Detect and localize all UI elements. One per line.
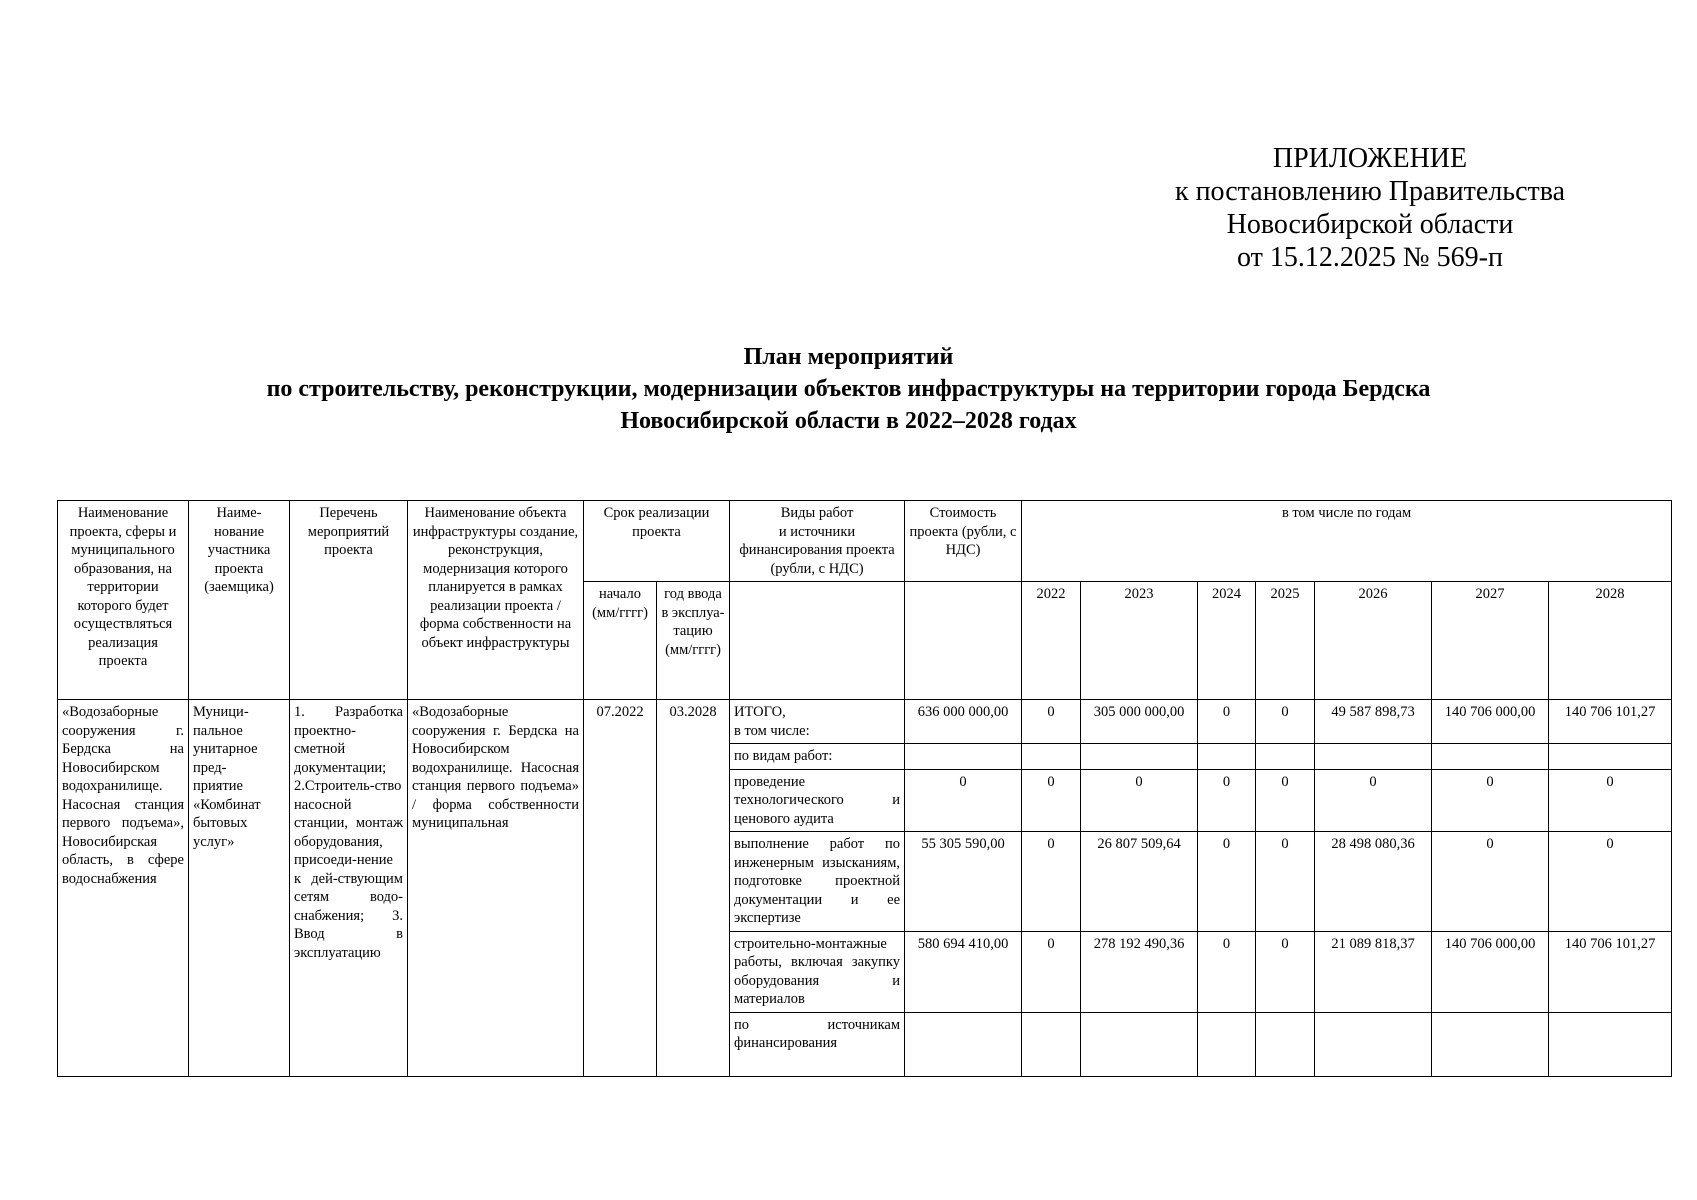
year-value: 0 — [1198, 832, 1256, 932]
header-year: 2026 — [1315, 582, 1432, 700]
row-cost — [905, 744, 1022, 770]
header-cost-blank — [905, 582, 1022, 700]
year-value: 0 — [1549, 769, 1672, 832]
header-year: 2028 — [1549, 582, 1672, 700]
title-line-2: по строительству, реконструкции, модернизации объектов инфраструктуры на территории города Бердска — [266, 376, 1431, 402]
title-line-3: Новосибирской области в 2022–2028 годах — [620, 408, 1077, 434]
year-value — [1198, 1012, 1256, 1076]
annex-line-resolution: к постановлению Правительства — [1174, 176, 1566, 207]
header-year: 2023 — [1081, 582, 1198, 700]
title-line-1: План мероприятий — [743, 344, 954, 370]
annex-line-date-number: от 15.12.2025 № 569-п — [1237, 242, 1503, 273]
year-value: 49 587 898,73 — [1315, 700, 1432, 744]
row-cost: 580 694 410,00 — [905, 931, 1022, 1012]
header-term-end: год ввода в эксплуа-тацию (мм/гггг) — [657, 582, 730, 700]
year-value: 278 192 490,36 — [1081, 931, 1198, 1012]
year-value — [1081, 744, 1198, 770]
project-measures: 1. Разработка проектно-сметной документации; 2.Строитель-ство насосной станции, монтаж оборудования, присоеди-нение к дей-ствующим сетям водо-снабжения; 3. Ввод в эксплуатацию — [290, 700, 408, 1077]
header-cost: Стоимость проекта (рубли, с НДС) — [905, 501, 1022, 582]
year-value: 0 — [1549, 832, 1672, 932]
project-end: 03.2028 — [657, 700, 730, 1077]
row-label: по источникам финансирования — [730, 1012, 905, 1076]
header-participant: Наиме- нование участника проекта (заемщика) — [189, 501, 290, 700]
project-name: «Водозаборные сооружения г. Бердска на Новосибирском водохранилище. Насосная станция первого подъема», Новосибирская область, в сфере водоснабжения — [58, 700, 189, 1077]
year-value: 0 — [1022, 769, 1081, 832]
project-object: «Водозаборные сооружения г. Бердска на Новосибирском водохранилище. Насосная станция первого подъема» / форма собственности муниципальная — [408, 700, 584, 1077]
year-value: 26 807 509,64 — [1081, 832, 1198, 932]
header-works-blank — [730, 582, 905, 700]
annex-title: ПРИЛОЖЕНИЕ — [1272, 143, 1468, 174]
year-value — [1256, 1012, 1315, 1076]
year-value — [1081, 1012, 1198, 1076]
year-value: 140 706 000,00 — [1432, 931, 1549, 1012]
header-term-start: начало (мм/гггг) — [584, 582, 657, 700]
header-works: Виды работ и источники финансирования проекта (рубли, с НДС) — [730, 501, 905, 582]
year-value — [1432, 744, 1549, 770]
year-value: 0 — [1256, 931, 1315, 1012]
header-year: 2022 — [1022, 582, 1081, 700]
year-value: 140 706 101,27 — [1549, 700, 1672, 744]
year-value: 28 498 080,36 — [1315, 832, 1432, 932]
header-year: 2027 — [1432, 582, 1549, 700]
header-year: 2025 — [1256, 582, 1315, 700]
year-value: 21 089 818,37 — [1315, 931, 1432, 1012]
project-participant: Муници- пальное унитарное пред- приятие «Комбинат бытовых услуг» — [189, 700, 290, 1077]
header-year: 2024 — [1198, 582, 1256, 700]
row-cost: 636 000 000,00 — [905, 700, 1022, 744]
year-value: 140 706 000,00 — [1432, 700, 1549, 744]
year-value: 0 — [1256, 832, 1315, 932]
header-measures: Перечень мероприятий проекта — [290, 501, 408, 700]
row-cost: 0 — [905, 769, 1022, 832]
row-label: проведение технологического и ценового аудита — [730, 769, 905, 832]
year-value: 0 — [1198, 700, 1256, 744]
row-cost — [905, 1012, 1022, 1076]
year-value — [1198, 744, 1256, 770]
year-value — [1315, 1012, 1432, 1076]
annex-line-region: Новосибирской области — [1226, 209, 1514, 240]
row-cost: 55 305 590,00 — [905, 832, 1022, 932]
year-value: 0 — [1432, 832, 1549, 932]
year-value — [1549, 744, 1672, 770]
year-value — [1549, 1012, 1672, 1076]
row-label: ИТОГО, в том числе: — [730, 700, 905, 744]
year-value: 0 — [1022, 700, 1081, 744]
header-by-years: в том числе по годам — [1022, 501, 1672, 582]
header-term: Срок реализации проекта — [584, 501, 730, 582]
header-row-1 — [58, 501, 1672, 582]
document-title — [60, 341, 1637, 437]
plan-table — [57, 500, 1672, 1077]
year-value — [1022, 1012, 1081, 1076]
year-value: 0 — [1432, 769, 1549, 832]
year-value: 140 706 101,27 — [1549, 931, 1672, 1012]
year-value: 0 — [1315, 769, 1432, 832]
year-value: 0 — [1081, 769, 1198, 832]
row-label: строительно-монтажные работы, включая закупку оборудования и материалов — [730, 931, 905, 1012]
year-value: 305 000 000,00 — [1081, 700, 1198, 744]
year-value: 0 — [1256, 700, 1315, 744]
project-start: 07.2022 — [584, 700, 657, 1077]
year-value: 0 — [1198, 769, 1256, 832]
year-value — [1256, 744, 1315, 770]
year-value — [1315, 744, 1432, 770]
year-value: 0 — [1198, 931, 1256, 1012]
table-row-total — [58, 700, 1672, 744]
year-value: 0 — [1256, 769, 1315, 832]
year-value — [1022, 744, 1081, 770]
year-value: 0 — [1022, 931, 1081, 1012]
year-value — [1432, 1012, 1549, 1076]
annex-block — [1140, 142, 1600, 274]
header-project-name: Наименование проекта, сферы и муниципального образования, на территории которого будет осуществляться реализация проекта — [58, 501, 189, 700]
header-object: Наименование объекта инфраструктуры создание, реконструкция, модернизация которого планируется в рамках реализации проекта / форма собственности на объект инфраструктуры — [408, 501, 584, 700]
row-label: по видам работ: — [730, 744, 905, 770]
year-value: 0 — [1022, 832, 1081, 932]
row-label: выполнение работ по инженерным изысканиям, подготовке проектной документации и ее экспертизе — [730, 832, 905, 932]
